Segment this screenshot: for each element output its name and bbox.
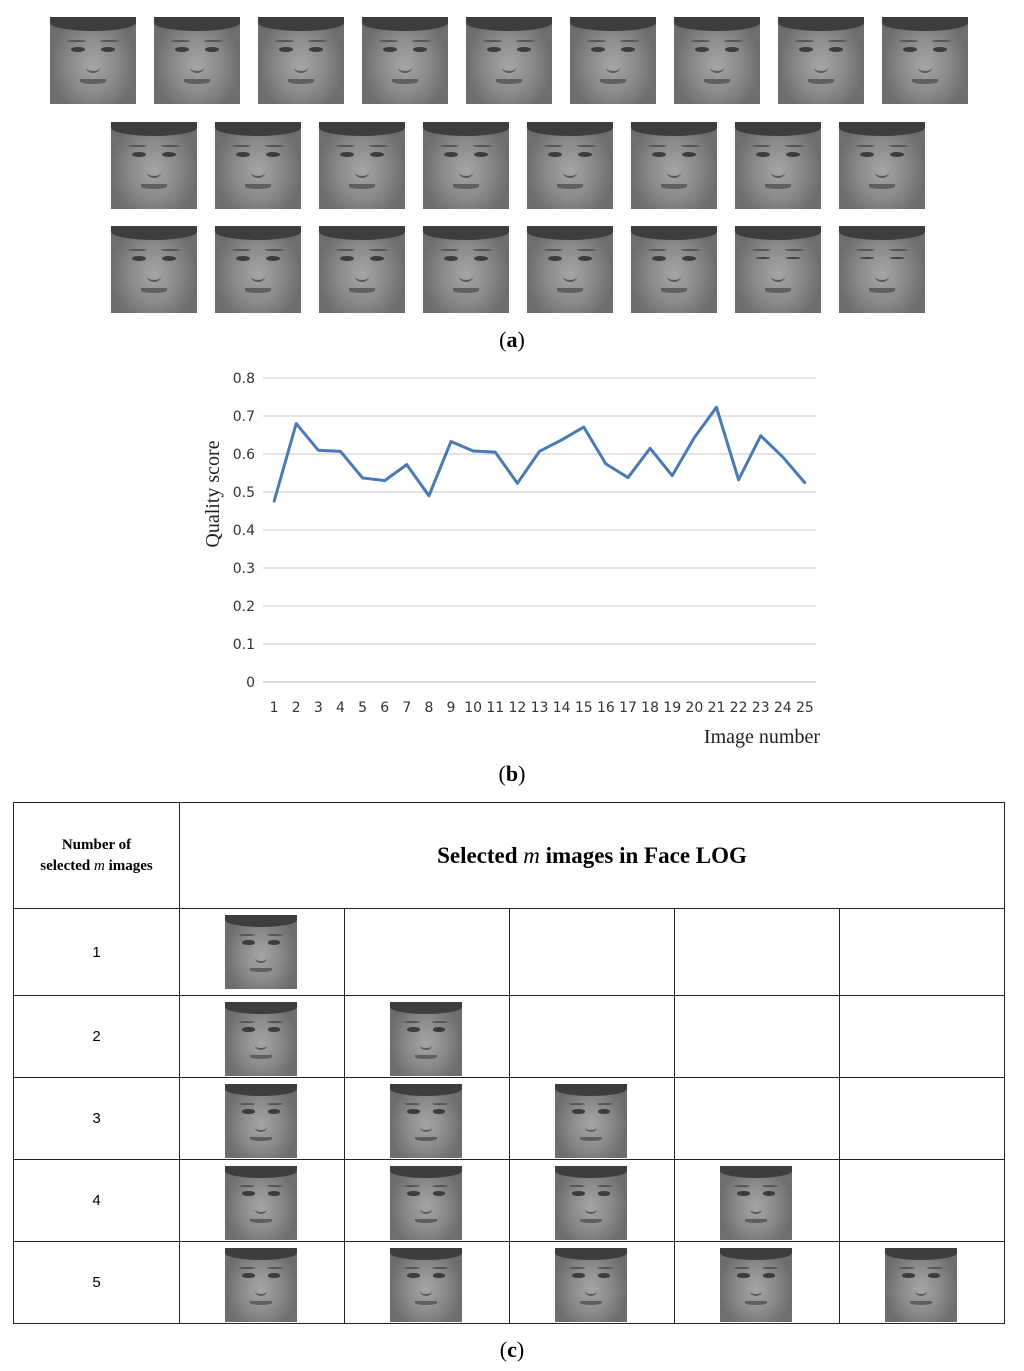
y-tick-label: 0.7 — [232, 409, 255, 425]
face-photo-icon — [215, 122, 301, 209]
face-photo-icon — [885, 1248, 957, 1322]
table-row — [14, 1160, 1005, 1242]
face-photo-icon — [111, 122, 197, 209]
x-tick-label: 13 — [530, 700, 549, 716]
table-cell — [180, 996, 345, 1078]
table-cell — [510, 1078, 675, 1160]
data-point — [649, 447, 651, 449]
face-photo-icon — [839, 226, 925, 313]
x-tick-label: 5 — [358, 700, 368, 716]
face-row — [50, 17, 968, 104]
face-photo-icon — [735, 122, 821, 209]
face-photo-icon — [423, 122, 509, 209]
face-photo-icon — [720, 1166, 792, 1240]
y-axis-title: Quality score — [202, 440, 224, 548]
row-number: 5 — [14, 1242, 180, 1324]
face-photo-icon — [215, 226, 301, 313]
data-point — [605, 463, 607, 465]
table-cell — [675, 1160, 840, 1242]
face-photo-icon — [423, 226, 509, 313]
x-tick-label: 1 — [269, 700, 279, 716]
row-number: 3 — [14, 1078, 180, 1160]
table-cell — [345, 909, 510, 996]
face-photo-icon — [555, 1248, 627, 1322]
face-photo-icon — [735, 226, 821, 313]
caption-b: (b) — [498, 761, 526, 786]
table-cell — [345, 1078, 510, 1160]
row-number: 2 — [14, 996, 180, 1078]
data-point — [406, 463, 408, 465]
data-point — [472, 450, 474, 452]
x-tick-label: 16 — [596, 700, 615, 716]
table-cell — [180, 1242, 345, 1324]
x-tick-label: 3 — [313, 700, 323, 716]
data-point — [737, 479, 739, 481]
data-point — [516, 482, 518, 484]
y-tick-label: 0.5 — [232, 485, 255, 501]
face-photo-icon — [390, 1248, 462, 1322]
data-point — [804, 482, 806, 484]
data-point — [361, 477, 363, 479]
data-point — [339, 450, 341, 452]
face-photo-icon — [319, 122, 405, 209]
x-tick-label: 22 — [729, 700, 748, 716]
x-tick-label: 25 — [796, 700, 814, 716]
x-tick-label: 7 — [402, 700, 412, 716]
header-number-of-images: Number of selected m images — [14, 803, 180, 909]
face-photo-icon — [882, 17, 968, 104]
table-cell — [345, 1160, 510, 1242]
data-point — [383, 479, 385, 481]
table-cell — [840, 909, 1005, 996]
face-photo-icon — [555, 1084, 627, 1158]
face-photo-icon — [50, 17, 136, 104]
face-photo-icon — [225, 915, 297, 989]
x-tick-label: 24 — [773, 700, 792, 716]
table-cell — [840, 1078, 1005, 1160]
y-tick-label: 0.4 — [232, 523, 255, 539]
table-cell — [840, 996, 1005, 1078]
x-tick-label: 8 — [424, 700, 434, 716]
x-tick-label: 17 — [619, 700, 637, 716]
y-tick-label: 0.1 — [232, 637, 255, 653]
face-photo-icon — [319, 226, 405, 313]
x-tick-label: 23 — [751, 700, 770, 716]
x-tick-label: 12 — [508, 700, 527, 716]
x-tick-label: 9 — [446, 700, 456, 716]
table-cell — [510, 909, 675, 996]
face-photo-icon — [674, 17, 760, 104]
face-photo-icon — [778, 17, 864, 104]
face-photo-icon — [839, 122, 925, 209]
face-photo-icon — [631, 122, 717, 209]
x-tick-label: 2 — [291, 700, 301, 716]
data-point — [538, 450, 540, 452]
data-point — [317, 449, 319, 451]
x-tick-label: 18 — [641, 700, 660, 716]
data-point — [273, 500, 275, 502]
row-number: 1 — [14, 909, 180, 996]
table-cell — [510, 996, 675, 1078]
x-tick-label: 15 — [574, 700, 593, 716]
table-cell — [180, 909, 345, 996]
table-cell — [840, 1242, 1005, 1324]
face-photo-icon — [390, 1166, 462, 1240]
face-log-table — [13, 802, 1005, 1324]
face-photo-icon — [555, 1166, 627, 1240]
face-photo-icon — [154, 17, 240, 104]
face-row — [111, 122, 925, 209]
table-cell — [840, 1160, 1005, 1242]
table-cell — [180, 1160, 345, 1242]
face-photo-icon — [225, 1084, 297, 1158]
data-point — [671, 474, 673, 476]
face-photo-icon — [720, 1248, 792, 1322]
caption-c: (c) — [499, 1337, 525, 1362]
face-photo-icon — [570, 17, 656, 104]
table-cell — [675, 1242, 840, 1324]
table-cell — [180, 1078, 345, 1160]
table-cell — [675, 1078, 840, 1160]
table-cell — [675, 996, 840, 1078]
face-photo-icon — [225, 1166, 297, 1240]
face-photo-icon — [258, 17, 344, 104]
table-row — [14, 1078, 1005, 1160]
x-tick-label: 14 — [552, 700, 571, 716]
face-photo-icon — [111, 226, 197, 313]
x-tick-label: 20 — [685, 700, 704, 716]
table-row — [14, 1242, 1005, 1324]
y-tick-label: 0.2 — [232, 599, 255, 615]
data-point — [627, 476, 629, 478]
data-point — [450, 440, 452, 442]
x-tick-label: 19 — [663, 700, 682, 716]
face-photo-icon — [631, 226, 717, 313]
data-point — [583, 426, 585, 428]
data-point — [760, 435, 762, 437]
x-axis-title: Image number — [703, 726, 820, 748]
table-cell — [675, 909, 840, 996]
face-photo-icon — [527, 226, 613, 313]
data-point — [560, 439, 562, 441]
y-tick-label: 0.3 — [232, 561, 255, 577]
header-selected-images: Selected m images in Face LOG — [180, 803, 1005, 909]
face-photo-icon — [527, 122, 613, 209]
table-cell — [345, 1242, 510, 1324]
data-point — [693, 436, 695, 438]
data-point — [295, 422, 297, 424]
face-photo-icon — [466, 17, 552, 104]
row-number: 4 — [14, 1160, 180, 1242]
data-point — [494, 451, 496, 453]
table-row — [14, 996, 1005, 1078]
face-row — [111, 226, 925, 313]
table-cell — [510, 1242, 675, 1324]
x-tick-label: 4 — [335, 700, 345, 716]
table-row — [14, 909, 1005, 996]
x-tick-label: 11 — [486, 700, 505, 716]
x-tick-label: 6 — [380, 700, 390, 716]
x-tick-label: 21 — [707, 700, 726, 716]
y-tick-label: 0 — [246, 675, 255, 691]
x-tick-label: 10 — [464, 700, 483, 716]
data-point — [782, 456, 784, 458]
face-photo-icon — [390, 1002, 462, 1076]
face-photo-icon — [225, 1002, 297, 1076]
y-tick-label: 0.8 — [232, 371, 255, 387]
quality-score-chart — [190, 362, 830, 762]
face-photo-icon — [225, 1248, 297, 1322]
data-point — [715, 406, 717, 408]
caption-a: (a) — [499, 327, 525, 352]
face-photo-icon — [390, 1084, 462, 1158]
data-point — [428, 495, 430, 497]
table-cell — [345, 996, 510, 1078]
face-photo-icon — [362, 17, 448, 104]
table-cell — [510, 1160, 675, 1242]
y-tick-label: 0.6 — [232, 447, 255, 463]
